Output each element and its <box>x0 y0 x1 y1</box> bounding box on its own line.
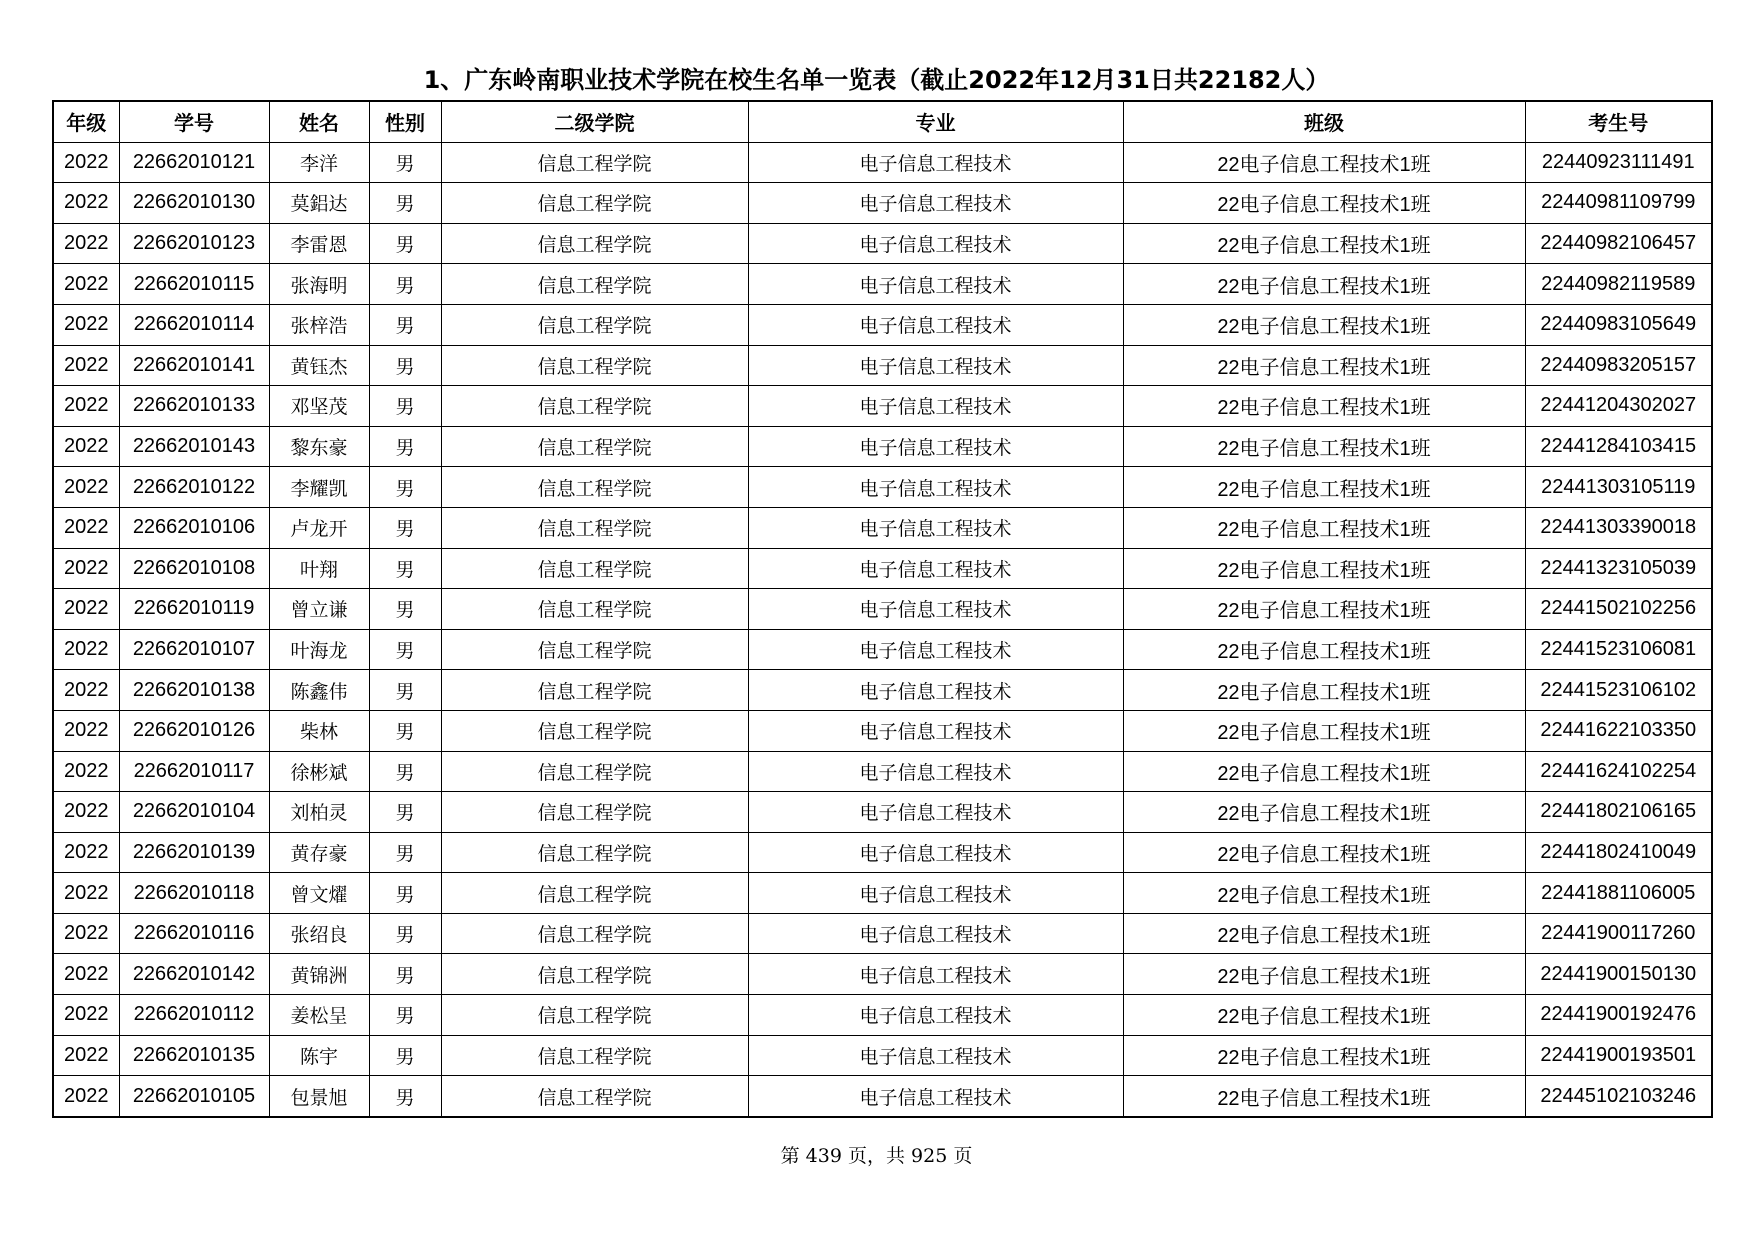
cell-name: 陈鑫伟 <box>269 670 369 711</box>
cell-college: 信息工程学院 <box>441 995 748 1036</box>
cell-exam-id: 22440982106457 <box>1525 223 1712 264</box>
cell-college: 信息工程学院 <box>441 223 748 264</box>
header-gender: 性别 <box>369 101 441 142</box>
cell-student-id: 22662010142 <box>119 954 269 995</box>
cell-major: 电子信息工程技术 <box>748 670 1123 711</box>
cell-gender: 男 <box>369 589 441 630</box>
cell-major: 电子信息工程技术 <box>748 345 1123 386</box>
cell-major: 电子信息工程技术 <box>748 467 1123 508</box>
cell-student-id: 22662010122 <box>119 467 269 508</box>
cell-major: 电子信息工程技术 <box>748 1076 1123 1117</box>
cell-gender: 男 <box>369 264 441 305</box>
cell-name: 曾文燿 <box>269 873 369 914</box>
cell-gender: 男 <box>369 995 441 1036</box>
cell-major: 电子信息工程技术 <box>748 1035 1123 1076</box>
cell-student-id: 22662010143 <box>119 426 269 467</box>
cell-class: 22电子信息工程技术1班 <box>1123 467 1525 508</box>
cell-college: 信息工程学院 <box>441 426 748 467</box>
cell-class: 22电子信息工程技术1班 <box>1123 1035 1525 1076</box>
cell-college: 信息工程学院 <box>441 710 748 751</box>
cell-exam-id: 22441502102256 <box>1525 589 1712 630</box>
cell-college: 信息工程学院 <box>441 507 748 548</box>
cell-exam-id: 22441523106102 <box>1525 670 1712 711</box>
cell-college: 信息工程学院 <box>441 183 748 224</box>
table-row <box>53 954 1712 995</box>
cell-college: 信息工程学院 <box>441 1076 748 1117</box>
header-class: 班级 <box>1123 101 1525 142</box>
cell-college: 信息工程学院 <box>441 832 748 873</box>
cell-major: 电子信息工程技术 <box>748 507 1123 548</box>
cell-grade: 2022 <box>53 264 119 305</box>
cell-name: 姜松呈 <box>269 995 369 1036</box>
header-grade: 年级 <box>53 101 119 142</box>
cell-grade: 2022 <box>53 792 119 833</box>
cell-exam-id: 22440983205157 <box>1525 345 1712 386</box>
cell-gender: 男 <box>369 954 441 995</box>
cell-grade: 2022 <box>53 913 119 954</box>
cell-exam-id: 22440982119589 <box>1525 264 1712 305</box>
header-name: 姓名 <box>269 101 369 142</box>
header-college: 二级学院 <box>441 101 748 142</box>
cell-exam-id: 22441204302027 <box>1525 386 1712 427</box>
cell-class: 22电子信息工程技术1班 <box>1123 670 1525 711</box>
cell-major: 电子信息工程技术 <box>748 142 1123 183</box>
table-row <box>53 710 1712 751</box>
cell-grade: 2022 <box>53 467 119 508</box>
cell-college: 信息工程学院 <box>441 873 748 914</box>
cell-gender: 男 <box>369 304 441 345</box>
cell-name: 叶海龙 <box>269 629 369 670</box>
cell-grade: 2022 <box>53 832 119 873</box>
table-row <box>53 832 1712 873</box>
cell-gender: 男 <box>369 629 441 670</box>
cell-grade: 2022 <box>53 183 119 224</box>
cell-class: 22电子信息工程技术1班 <box>1123 710 1525 751</box>
table-row <box>53 629 1712 670</box>
cell-grade: 2022 <box>53 995 119 1036</box>
cell-student-id: 22662010104 <box>119 792 269 833</box>
cell-class: 22电子信息工程技术1班 <box>1123 386 1525 427</box>
cell-student-id: 22662010114 <box>119 304 269 345</box>
cell-class: 22电子信息工程技术1班 <box>1123 1076 1525 1117</box>
cell-gender: 男 <box>369 386 441 427</box>
cell-student-id: 22662010133 <box>119 386 269 427</box>
cell-class: 22电子信息工程技术1班 <box>1123 792 1525 833</box>
cell-name: 陈宇 <box>269 1035 369 1076</box>
page-title: 1、广东岭南职业技术学院在校生名单一览表（截止2022年12月31日共22182人） <box>423 66 1330 94</box>
cell-name: 黎东豪 <box>269 426 369 467</box>
cell-grade: 2022 <box>53 954 119 995</box>
cell-grade: 2022 <box>53 670 119 711</box>
cell-name: 张绍良 <box>269 913 369 954</box>
cell-class: 22电子信息工程技术1班 <box>1123 345 1525 386</box>
cell-class: 22电子信息工程技术1班 <box>1123 873 1525 914</box>
page-number: 第 439 页，共 925 页 <box>780 1145 973 1167</box>
cell-major: 电子信息工程技术 <box>748 183 1123 224</box>
cell-class: 22电子信息工程技术1班 <box>1123 751 1525 792</box>
cell-name: 李洋 <box>269 142 369 183</box>
cell-student-id: 22662010117 <box>119 751 269 792</box>
table-row <box>53 792 1712 833</box>
cell-exam-id: 22441303390018 <box>1525 507 1712 548</box>
cell-exam-id: 22441900150130 <box>1525 954 1712 995</box>
cell-class: 22电子信息工程技术1班 <box>1123 304 1525 345</box>
cell-exam-id: 22441523106081 <box>1525 629 1712 670</box>
table-row <box>53 304 1712 345</box>
table-row <box>53 183 1712 224</box>
cell-grade: 2022 <box>53 1035 119 1076</box>
table-row <box>53 751 1712 792</box>
table-row <box>53 913 1712 954</box>
cell-major: 电子信息工程技术 <box>748 548 1123 589</box>
cell-gender: 男 <box>369 1035 441 1076</box>
cell-gender: 男 <box>369 548 441 589</box>
cell-college: 信息工程学院 <box>441 792 748 833</box>
cell-name: 黄存豪 <box>269 832 369 873</box>
cell-college: 信息工程学院 <box>441 954 748 995</box>
cell-exam-id: 22441900193501 <box>1525 1035 1712 1076</box>
cell-exam-id: 22441802106165 <box>1525 792 1712 833</box>
cell-name: 包景旭 <box>269 1076 369 1117</box>
cell-class: 22电子信息工程技术1班 <box>1123 589 1525 630</box>
cell-exam-id: 22441622103350 <box>1525 710 1712 751</box>
cell-grade: 2022 <box>53 710 119 751</box>
cell-student-id: 22662010123 <box>119 223 269 264</box>
cell-major: 电子信息工程技术 <box>748 264 1123 305</box>
table-row <box>53 386 1712 427</box>
cell-exam-id: 22441881106005 <box>1525 873 1712 914</box>
cell-student-id: 22662010121 <box>119 142 269 183</box>
cell-gender: 男 <box>369 345 441 386</box>
cell-gender: 男 <box>369 223 441 264</box>
cell-class: 22电子信息工程技术1班 <box>1123 548 1525 589</box>
cell-college: 信息工程学院 <box>441 264 748 305</box>
table-body <box>53 142 1712 1117</box>
cell-student-id: 22662010105 <box>119 1076 269 1117</box>
table-row <box>53 345 1712 386</box>
cell-major: 电子信息工程技术 <box>748 913 1123 954</box>
cell-class: 22电子信息工程技术1班 <box>1123 223 1525 264</box>
cell-name: 曾立谦 <box>269 589 369 630</box>
cell-class: 22电子信息工程技术1班 <box>1123 426 1525 467</box>
table-row <box>53 1076 1712 1117</box>
cell-student-id: 22662010130 <box>119 183 269 224</box>
cell-student-id: 22662010116 <box>119 913 269 954</box>
cell-exam-id: 22441284103415 <box>1525 426 1712 467</box>
header-exam-id: 考生号 <box>1525 101 1712 142</box>
table-row <box>53 426 1712 467</box>
cell-name: 张梓浩 <box>269 304 369 345</box>
cell-grade: 2022 <box>53 345 119 386</box>
cell-gender: 男 <box>369 873 441 914</box>
cell-grade: 2022 <box>53 507 119 548</box>
cell-student-id: 22662010135 <box>119 1035 269 1076</box>
cell-name: 邓坚茂 <box>269 386 369 427</box>
cell-college: 信息工程学院 <box>441 304 748 345</box>
cell-gender: 男 <box>369 467 441 508</box>
cell-student-id: 22662010108 <box>119 548 269 589</box>
cell-class: 22电子信息工程技术1班 <box>1123 954 1525 995</box>
cell-major: 电子信息工程技术 <box>748 832 1123 873</box>
cell-college: 信息工程学院 <box>441 670 748 711</box>
cell-gender: 男 <box>369 913 441 954</box>
cell-major: 电子信息工程技术 <box>748 792 1123 833</box>
table-row <box>53 548 1712 589</box>
table-row <box>53 467 1712 508</box>
cell-major: 电子信息工程技术 <box>748 426 1123 467</box>
cell-exam-id: 22440983105649 <box>1525 304 1712 345</box>
cell-grade: 2022 <box>53 223 119 264</box>
cell-grade: 2022 <box>53 426 119 467</box>
cell-student-id: 22662010119 <box>119 589 269 630</box>
cell-college: 信息工程学院 <box>441 629 748 670</box>
table-row <box>53 142 1712 183</box>
cell-class: 22电子信息工程技术1班 <box>1123 629 1525 670</box>
cell-exam-id: 22440923111491 <box>1525 142 1712 183</box>
cell-name: 黄锦洲 <box>269 954 369 995</box>
cell-exam-id: 22441802410049 <box>1525 832 1712 873</box>
cell-college: 信息工程学院 <box>441 589 748 630</box>
table-row <box>53 670 1712 711</box>
cell-gender: 男 <box>369 832 441 873</box>
table-row <box>53 995 1712 1036</box>
cell-name: 叶翔 <box>269 548 369 589</box>
cell-gender: 男 <box>369 670 441 711</box>
cell-gender: 男 <box>369 1076 441 1117</box>
cell-gender: 男 <box>369 507 441 548</box>
cell-name: 卢龙开 <box>269 507 369 548</box>
cell-student-id: 22662010106 <box>119 507 269 548</box>
cell-gender: 男 <box>369 751 441 792</box>
cell-name: 李耀凯 <box>269 467 369 508</box>
student-roster-table <box>52 100 1713 1118</box>
cell-college: 信息工程学院 <box>441 386 748 427</box>
cell-student-id: 22662010118 <box>119 873 269 914</box>
cell-major: 电子信息工程技术 <box>748 954 1123 995</box>
cell-grade: 2022 <box>53 873 119 914</box>
cell-college: 信息工程学院 <box>441 548 748 589</box>
cell-major: 电子信息工程技术 <box>748 873 1123 914</box>
table-row <box>53 507 1712 548</box>
cell-class: 22电子信息工程技术1班 <box>1123 913 1525 954</box>
cell-college: 信息工程学院 <box>441 345 748 386</box>
cell-student-id: 22662010141 <box>119 345 269 386</box>
table-row <box>53 873 1712 914</box>
cell-student-id: 22662010139 <box>119 832 269 873</box>
table-row <box>53 589 1712 630</box>
cell-exam-id: 22441900117260 <box>1525 913 1712 954</box>
cell-grade: 2022 <box>53 142 119 183</box>
cell-gender: 男 <box>369 710 441 751</box>
cell-major: 电子信息工程技术 <box>748 995 1123 1036</box>
cell-exam-id: 22441323105039 <box>1525 548 1712 589</box>
table-row <box>53 223 1712 264</box>
cell-class: 22电子信息工程技术1班 <box>1123 507 1525 548</box>
cell-name: 莫鋁达 <box>269 183 369 224</box>
cell-student-id: 22662010126 <box>119 710 269 751</box>
cell-grade: 2022 <box>53 386 119 427</box>
cell-gender: 男 <box>369 183 441 224</box>
cell-gender: 男 <box>369 142 441 183</box>
cell-class: 22电子信息工程技术1班 <box>1123 264 1525 305</box>
header-major: 专业 <box>748 101 1123 142</box>
cell-name: 刘柏灵 <box>269 792 369 833</box>
cell-class: 22电子信息工程技术1班 <box>1123 183 1525 224</box>
cell-class: 22电子信息工程技术1班 <box>1123 142 1525 183</box>
cell-exam-id: 22445102103246 <box>1525 1076 1712 1117</box>
cell-major: 电子信息工程技术 <box>748 589 1123 630</box>
cell-gender: 男 <box>369 792 441 833</box>
table-row <box>53 264 1712 305</box>
cell-college: 信息工程学院 <box>441 467 748 508</box>
cell-grade: 2022 <box>53 548 119 589</box>
cell-college: 信息工程学院 <box>441 142 748 183</box>
cell-major: 电子信息工程技术 <box>748 223 1123 264</box>
cell-college: 信息工程学院 <box>441 913 748 954</box>
cell-college: 信息工程学院 <box>441 1035 748 1076</box>
cell-college: 信息工程学院 <box>441 751 748 792</box>
cell-exam-id: 22441624102254 <box>1525 751 1712 792</box>
cell-major: 电子信息工程技术 <box>748 304 1123 345</box>
cell-name: 柴林 <box>269 710 369 751</box>
cell-grade: 2022 <box>53 589 119 630</box>
cell-name: 徐彬斌 <box>269 751 369 792</box>
cell-major: 电子信息工程技术 <box>748 629 1123 670</box>
cell-grade: 2022 <box>53 304 119 345</box>
cell-exam-id: 22441900192476 <box>1525 995 1712 1036</box>
table-row <box>53 1035 1712 1076</box>
cell-name: 张海明 <box>269 264 369 305</box>
cell-grade: 2022 <box>53 751 119 792</box>
cell-gender: 男 <box>369 426 441 467</box>
header-student-id: 学号 <box>119 101 269 142</box>
cell-exam-id: 22440981109799 <box>1525 183 1712 224</box>
cell-class: 22电子信息工程技术1班 <box>1123 832 1525 873</box>
cell-major: 电子信息工程技术 <box>748 386 1123 427</box>
cell-student-id: 22662010112 <box>119 995 269 1036</box>
cell-student-id: 22662010115 <box>119 264 269 305</box>
cell-grade: 2022 <box>53 1076 119 1117</box>
cell-exam-id: 22441303105119 <box>1525 467 1712 508</box>
cell-student-id: 22662010138 <box>119 670 269 711</box>
cell-grade: 2022 <box>53 629 119 670</box>
table-header-row <box>53 101 1712 142</box>
cell-major: 电子信息工程技术 <box>748 710 1123 751</box>
cell-student-id: 22662010107 <box>119 629 269 670</box>
cell-class: 22电子信息工程技术1班 <box>1123 995 1525 1036</box>
cell-name: 李雷恩 <box>269 223 369 264</box>
cell-major: 电子信息工程技术 <box>748 751 1123 792</box>
cell-name: 黄钰杰 <box>269 345 369 386</box>
